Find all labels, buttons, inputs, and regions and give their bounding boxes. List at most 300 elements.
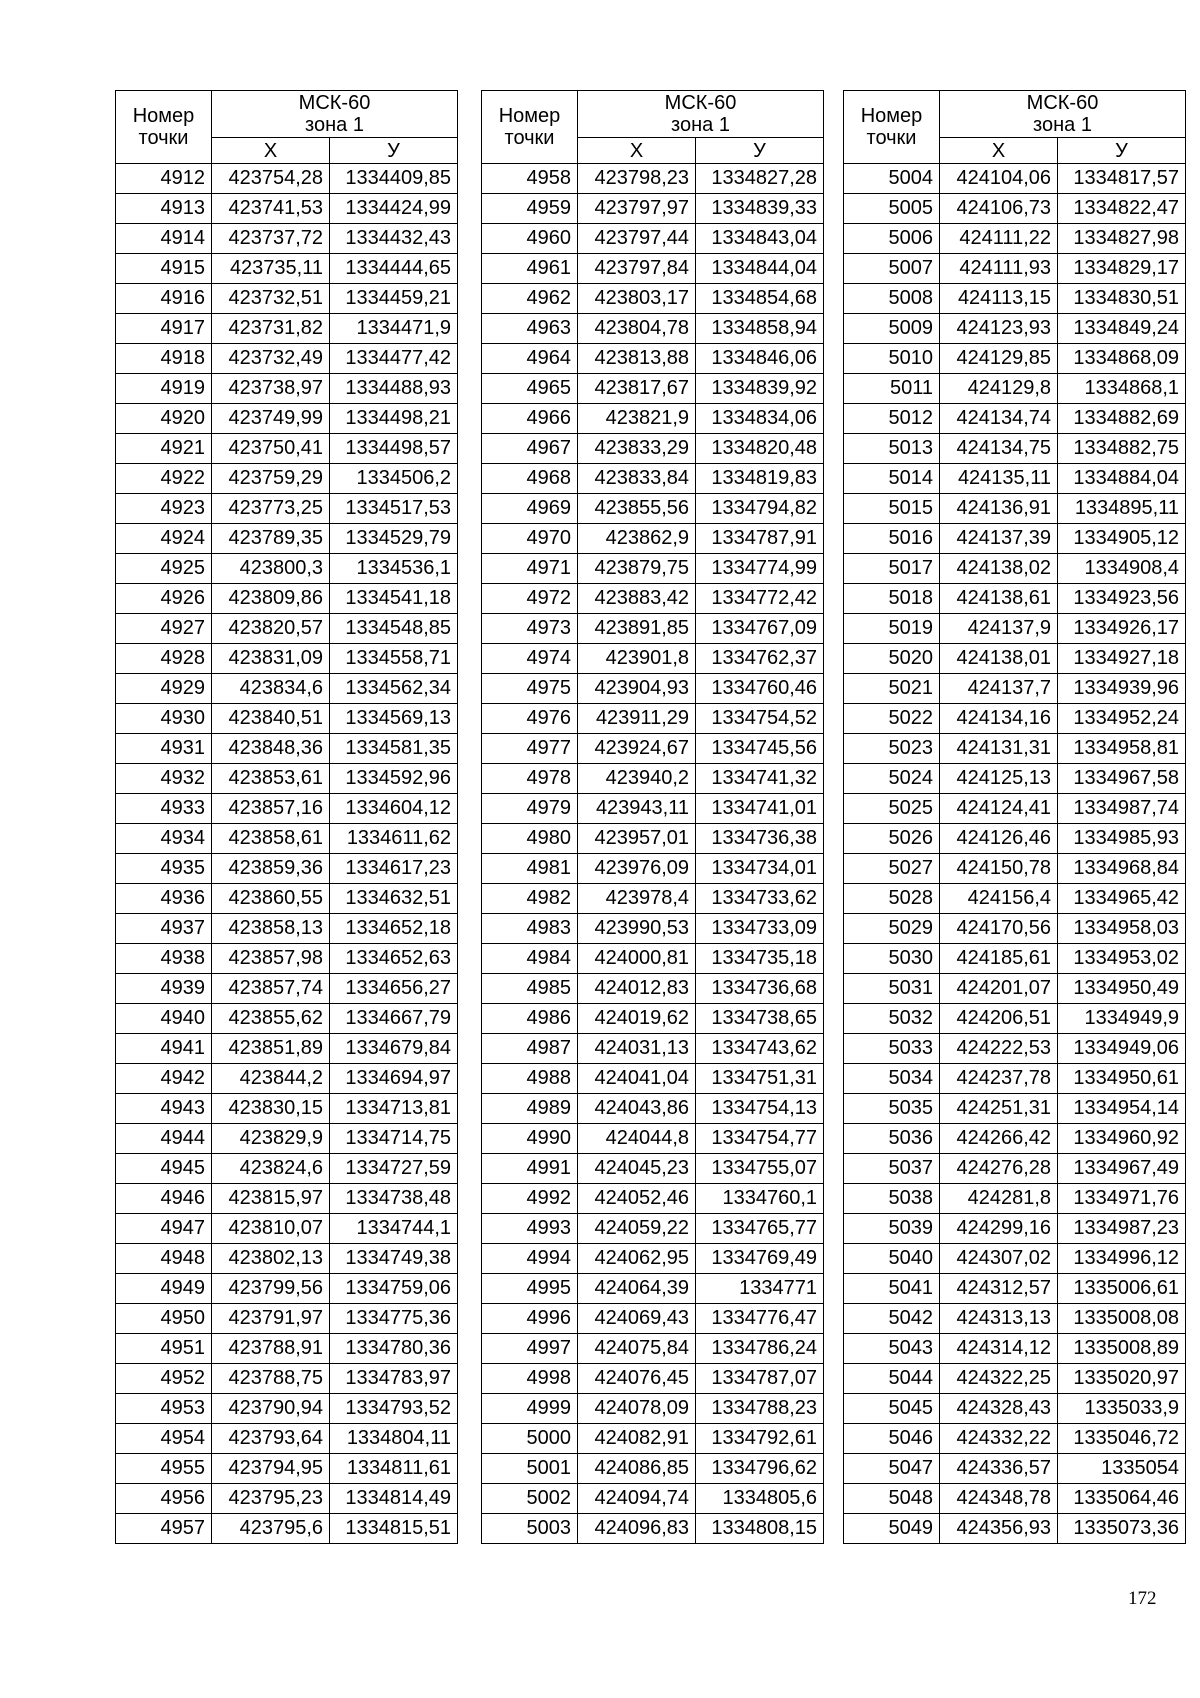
y-coordinate-cell: 1334738,48 <box>330 1184 458 1214</box>
point-number-cell: 5046 <box>844 1424 940 1454</box>
y-coordinate-cell: 1334950,61 <box>1058 1064 1186 1094</box>
y-coordinate-cell: 1334949,9 <box>1058 1004 1186 1034</box>
table-row <box>844 884 1186 914</box>
x-coordinate-cell: 423824,6 <box>212 1154 330 1184</box>
table-row <box>844 434 1186 464</box>
table-row <box>116 1514 458 1544</box>
y-coordinate-cell: 1335033,9 <box>1058 1394 1186 1424</box>
table-row <box>482 314 824 344</box>
y-coordinate-cell: 1334733,62 <box>696 884 824 914</box>
table-row <box>482 524 824 554</box>
x-coordinate-cell: 423789,35 <box>212 524 330 554</box>
point-number-cell: 5007 <box>844 254 940 284</box>
x-coordinate-cell: 424136,91 <box>940 494 1058 524</box>
y-coordinate-cell: 1334694,97 <box>330 1064 458 1094</box>
y-coordinate-cell: 1334776,47 <box>696 1304 824 1334</box>
x-coordinate-cell: 424138,02 <box>940 554 1058 584</box>
y-coordinate-cell: 1334769,49 <box>696 1244 824 1274</box>
x-coordinate-cell: 423793,64 <box>212 1424 330 1454</box>
table-row <box>482 1424 824 1454</box>
point-number-cell: 5012 <box>844 404 940 434</box>
table-row <box>482 464 824 494</box>
x-coordinate-cell: 423788,75 <box>212 1364 330 1394</box>
y-coordinate-cell: 1334844,04 <box>696 254 824 284</box>
y-coordinate-cell: 1334788,23 <box>696 1394 824 1424</box>
table-row <box>844 944 1186 974</box>
point-number-cell: 4941 <box>116 1034 212 1064</box>
x-coordinate-cell: 423943,11 <box>578 794 696 824</box>
y-coordinate-cell: 1334967,49 <box>1058 1154 1186 1184</box>
point-number-cell: 4951 <box>116 1334 212 1364</box>
y-coordinate-cell: 1334787,91 <box>696 524 824 554</box>
x-coordinate-cell: 423773,25 <box>212 494 330 524</box>
y-coordinate-cell: 1334652,18 <box>330 914 458 944</box>
point-number-cell: 4946 <box>116 1184 212 1214</box>
table-row <box>482 644 824 674</box>
x-coordinate-cell: 423798,23 <box>578 164 696 194</box>
point-number-cell: 5030 <box>844 944 940 974</box>
table-row <box>482 764 824 794</box>
table-row <box>116 494 458 524</box>
x-coordinate-cell: 424123,93 <box>940 314 1058 344</box>
point-number-cell: 4920 <box>116 404 212 434</box>
point-number-cell: 5035 <box>844 1094 940 1124</box>
point-number-cell: 5031 <box>844 974 940 1004</box>
x-coordinate-cell: 423802,13 <box>212 1244 330 1274</box>
x-coordinate-cell: 423848,36 <box>212 734 330 764</box>
point-number-cell: 4914 <box>116 224 212 254</box>
table-row <box>482 254 824 284</box>
table-row <box>844 764 1186 794</box>
table-row <box>844 284 1186 314</box>
x-coordinate-cell: 423940,2 <box>578 764 696 794</box>
x-coordinate-cell: 423883,42 <box>578 584 696 614</box>
x-coordinate-cell: 423731,82 <box>212 314 330 344</box>
table-row <box>116 1124 458 1154</box>
y-coordinate-cell: 1334771 <box>696 1274 824 1304</box>
y-coordinate-cell: 1334950,49 <box>1058 974 1186 1004</box>
y-coordinate-cell: 1334459,21 <box>330 284 458 314</box>
table-row <box>482 1484 824 1514</box>
table-row <box>844 794 1186 824</box>
table-row <box>116 1094 458 1124</box>
table-row <box>844 674 1186 704</box>
point-number-cell: 4935 <box>116 854 212 884</box>
y-coordinate-cell: 1334774,99 <box>696 554 824 584</box>
y-coordinate-cell: 1334517,53 <box>330 494 458 524</box>
x-coordinate-cell: 423857,16 <box>212 794 330 824</box>
x-coordinate-cell: 424299,16 <box>940 1214 1058 1244</box>
x-coordinate-cell: 423810,07 <box>212 1214 330 1244</box>
y-coordinate-cell: 1334908,4 <box>1058 554 1186 584</box>
x-coordinate-cell: 423794,95 <box>212 1454 330 1484</box>
x-coordinate-cell: 423858,61 <box>212 824 330 854</box>
table-row <box>844 1484 1186 1514</box>
y-coordinate-cell: 1334506,2 <box>330 464 458 494</box>
point-number-cell: 4977 <box>482 734 578 764</box>
point-number-cell: 4924 <box>116 524 212 554</box>
point-number-cell: 5038 <box>844 1184 940 1214</box>
x-coordinate-cell: 424135,11 <box>940 464 1058 494</box>
table-row <box>116 314 458 344</box>
x-coordinate-cell: 424031,13 <box>578 1034 696 1064</box>
y-coordinate-cell: 1335064,46 <box>1058 1484 1186 1514</box>
x-coordinate-cell: 424045,23 <box>578 1154 696 1184</box>
x-coordinate-cell: 424062,95 <box>578 1244 696 1274</box>
table-row <box>116 1364 458 1394</box>
table-row <box>844 1154 1186 1184</box>
table-row <box>482 674 824 704</box>
y-coordinate-cell: 1334738,65 <box>696 1004 824 1034</box>
table-row <box>844 194 1186 224</box>
table-row <box>116 914 458 944</box>
x-coordinate-cell: 424137,9 <box>940 614 1058 644</box>
y-coordinate-cell: 1334759,06 <box>330 1274 458 1304</box>
y-coordinate-cell: 1334767,09 <box>696 614 824 644</box>
point-number-cell: 5019 <box>844 614 940 644</box>
point-number-cell: 4980 <box>482 824 578 854</box>
table-row <box>116 854 458 884</box>
point-number-cell: 5016 <box>844 524 940 554</box>
table-row <box>116 794 458 824</box>
table-row <box>482 944 824 974</box>
table-row <box>844 644 1186 674</box>
x-coordinate-cell: 424064,39 <box>578 1274 696 1304</box>
y-coordinate-cell: 1334562,34 <box>330 674 458 704</box>
y-coordinate-cell: 1334960,92 <box>1058 1124 1186 1154</box>
table-row <box>844 464 1186 494</box>
x-coordinate-cell: 423833,84 <box>578 464 696 494</box>
table-row <box>482 1514 824 1544</box>
coordinates-table-3 <box>843 90 1186 1544</box>
point-number-cell: 5005 <box>844 194 940 224</box>
point-number-cell: 5003 <box>482 1514 578 1544</box>
x-coordinate-cell: 423800,3 <box>212 554 330 584</box>
table-row <box>844 554 1186 584</box>
table-row <box>116 1484 458 1514</box>
table-row <box>844 824 1186 854</box>
point-number-cell: 4995 <box>482 1274 578 1304</box>
x-coordinate-cell: 423840,51 <box>212 704 330 734</box>
x-coordinate-cell: 424069,43 <box>578 1304 696 1334</box>
x-coordinate-cell: 424332,22 <box>940 1424 1058 1454</box>
point-number-cell: 4969 <box>482 494 578 524</box>
y-coordinate-cell: 1334592,96 <box>330 764 458 794</box>
y-coordinate-cell: 1334820,48 <box>696 434 824 464</box>
table-row <box>844 344 1186 374</box>
table-row <box>482 1244 824 1274</box>
table-row <box>116 974 458 1004</box>
point-number-cell: 4963 <box>482 314 578 344</box>
x-coordinate-cell: 424094,74 <box>578 1484 696 1514</box>
table-row <box>482 554 824 584</box>
table-row <box>844 494 1186 524</box>
y-coordinate-cell: 1334679,84 <box>330 1034 458 1064</box>
page-number: 172 <box>1128 1588 1157 1609</box>
point-number-cell: 4984 <box>482 944 578 974</box>
table-row <box>482 794 824 824</box>
point-number-cell: 5021 <box>844 674 940 704</box>
table-row <box>116 1184 458 1214</box>
y-coordinate-cell: 1334432,43 <box>330 224 458 254</box>
x-coordinate-cell: 424096,83 <box>578 1514 696 1544</box>
point-number-cell: 4988 <box>482 1064 578 1094</box>
y-coordinate-cell: 1334755,07 <box>696 1154 824 1184</box>
x-coordinate-cell: 423754,28 <box>212 164 330 194</box>
table-row <box>844 1004 1186 1034</box>
x-coordinate-cell: 424276,28 <box>940 1154 1058 1184</box>
table-row <box>116 1304 458 1334</box>
table-row <box>482 884 824 914</box>
point-number-header: Номер точки <box>844 91 940 164</box>
y-coordinate-cell: 1334498,57 <box>330 434 458 464</box>
x-coordinate-cell: 423855,62 <box>212 1004 330 1034</box>
y-coordinate-cell: 1334743,62 <box>696 1034 824 1064</box>
table-row <box>116 1424 458 1454</box>
table-row <box>482 974 824 1004</box>
x-coordinate-cell: 423815,97 <box>212 1184 330 1214</box>
table-row <box>844 1304 1186 1334</box>
point-number-cell: 4913 <box>116 194 212 224</box>
table-row <box>844 1334 1186 1364</box>
point-number-cell: 4956 <box>116 1484 212 1514</box>
x-coordinate-cell: 424059,22 <box>578 1214 696 1244</box>
y-coordinate-cell: 1334581,35 <box>330 734 458 764</box>
x-coordinate-cell: 423732,49 <box>212 344 330 374</box>
y-coordinate-cell: 1335054 <box>1058 1454 1186 1484</box>
point-number-cell: 4965 <box>482 374 578 404</box>
point-number-cell: 4998 <box>482 1364 578 1394</box>
x-coordinate-cell: 424201,07 <box>940 974 1058 1004</box>
x-coordinate-cell: 423831,09 <box>212 644 330 674</box>
point-number-cell: 4945 <box>116 1154 212 1184</box>
table-row <box>116 1274 458 1304</box>
point-number-header: Номер точки <box>116 91 212 164</box>
table-row <box>844 704 1186 734</box>
point-number-cell: 5008 <box>844 284 940 314</box>
point-number-cell: 4940 <box>116 1004 212 1034</box>
y-coordinate-cell: 1334444,65 <box>330 254 458 284</box>
table-row <box>116 254 458 284</box>
x-coordinate-cell: 424104,06 <box>940 164 1058 194</box>
y-coordinate-cell: 1335008,08 <box>1058 1304 1186 1334</box>
table-row <box>116 764 458 794</box>
point-number-cell: 4972 <box>482 584 578 614</box>
point-number-cell: 4919 <box>116 374 212 404</box>
y-coordinate-cell: 1334958,81 <box>1058 734 1186 764</box>
table-row <box>844 374 1186 404</box>
y-coordinate-cell: 1334744,1 <box>330 1214 458 1244</box>
table-row <box>116 1394 458 1424</box>
point-number-cell: 5040 <box>844 1244 940 1274</box>
x-coordinate-cell: 424137,7 <box>940 674 1058 704</box>
point-number-cell: 4949 <box>116 1274 212 1304</box>
point-number-cell: 5027 <box>844 854 940 884</box>
point-number-cell: 4996 <box>482 1304 578 1334</box>
y-coordinate-cell: 1334811,61 <box>330 1454 458 1484</box>
point-number-cell: 5004 <box>844 164 940 194</box>
x-column-header: Х <box>940 138 1058 164</box>
x-coordinate-cell: 423809,86 <box>212 584 330 614</box>
x-coordinate-cell: 423750,41 <box>212 434 330 464</box>
point-number-cell: 5009 <box>844 314 940 344</box>
point-number-cell: 4937 <box>116 914 212 944</box>
table-row <box>482 1274 824 1304</box>
x-coordinate-cell: 423749,99 <box>212 404 330 434</box>
table-row <box>844 854 1186 884</box>
x-coordinate-cell: 423797,97 <box>578 194 696 224</box>
point-number-cell: 4962 <box>482 284 578 314</box>
point-number-cell: 4952 <box>116 1364 212 1394</box>
table-row <box>116 1454 458 1484</box>
table-row <box>482 1034 824 1064</box>
point-number-cell: 4976 <box>482 704 578 734</box>
table-row <box>116 1154 458 1184</box>
table-row <box>482 1334 824 1364</box>
point-number-cell: 4959 <box>482 194 578 224</box>
table-row <box>116 584 458 614</box>
point-number-cell: 4954 <box>116 1424 212 1454</box>
table-row <box>116 164 458 194</box>
y-coordinate-cell: 1334735,18 <box>696 944 824 974</box>
table-row <box>844 224 1186 254</box>
x-coordinate-cell: 423904,93 <box>578 674 696 704</box>
point-number-cell: 4918 <box>116 344 212 374</box>
point-number-cell: 4968 <box>482 464 578 494</box>
x-coordinate-cell: 424206,51 <box>940 1004 1058 1034</box>
x-coordinate-cell: 424134,16 <box>940 704 1058 734</box>
x-coordinate-cell: 423855,56 <box>578 494 696 524</box>
table-row <box>844 1394 1186 1424</box>
point-number-cell: 5037 <box>844 1154 940 1184</box>
x-coordinate-cell: 423978,4 <box>578 884 696 914</box>
point-number-cell: 4966 <box>482 404 578 434</box>
x-coordinate-cell: 424052,46 <box>578 1184 696 1214</box>
table-row <box>116 1214 458 1244</box>
y-coordinate-cell: 1334985,93 <box>1058 824 1186 854</box>
point-number-cell: 4964 <box>482 344 578 374</box>
table-row <box>482 1184 824 1214</box>
table-row <box>116 614 458 644</box>
point-number-cell: 5036 <box>844 1124 940 1154</box>
point-number-cell: 4917 <box>116 314 212 344</box>
point-number-cell: 4987 <box>482 1034 578 1064</box>
table-row <box>116 944 458 974</box>
point-number-cell: 5043 <box>844 1334 940 1364</box>
point-number-cell: 4953 <box>116 1394 212 1424</box>
y-coordinate-cell: 1334471,9 <box>330 314 458 344</box>
table-row <box>482 584 824 614</box>
x-coordinate-cell: 423788,91 <box>212 1334 330 1364</box>
y-coordinate-cell: 1334895,11 <box>1058 494 1186 524</box>
table-row <box>482 734 824 764</box>
y-coordinate-cell: 1334804,11 <box>330 1424 458 1454</box>
y-coordinate-cell: 1335073,36 <box>1058 1514 1186 1544</box>
y-coordinate-cell: 1334558,71 <box>330 644 458 674</box>
table-row <box>844 1454 1186 1484</box>
x-coordinate-cell: 423911,29 <box>578 704 696 734</box>
table-row <box>116 404 458 434</box>
point-number-cell: 4923 <box>116 494 212 524</box>
point-number-cell: 4989 <box>482 1094 578 1124</box>
y-coordinate-cell: 1334760,46 <box>696 674 824 704</box>
table-row <box>844 1184 1186 1214</box>
point-number-cell: 4936 <box>116 884 212 914</box>
x-coordinate-cell: 423924,67 <box>578 734 696 764</box>
table-row <box>116 824 458 854</box>
y-coordinate-cell: 1334793,52 <box>330 1394 458 1424</box>
x-coordinate-cell: 424078,09 <box>578 1394 696 1424</box>
x-coordinate-cell: 423879,75 <box>578 554 696 584</box>
point-number-cell: 4993 <box>482 1214 578 1244</box>
y-coordinate-cell: 1334987,74 <box>1058 794 1186 824</box>
y-coordinate-cell: 1334754,52 <box>696 704 824 734</box>
x-coordinate-cell: 424019,62 <box>578 1004 696 1034</box>
y-coordinate-cell: 1334958,03 <box>1058 914 1186 944</box>
table-row <box>482 404 824 434</box>
x-coordinate-cell: 423759,29 <box>212 464 330 494</box>
point-number-cell: 4970 <box>482 524 578 554</box>
point-number-cell: 4944 <box>116 1124 212 1154</box>
y-coordinate-cell: 1334751,31 <box>696 1064 824 1094</box>
point-number-cell: 5014 <box>844 464 940 494</box>
y-coordinate-cell: 1334409,85 <box>330 164 458 194</box>
y-coordinate-cell: 1334805,6 <box>696 1484 824 1514</box>
y-coordinate-cell: 1334954,14 <box>1058 1094 1186 1124</box>
y-coordinate-cell: 1334617,23 <box>330 854 458 884</box>
x-coordinate-cell: 423795,23 <box>212 1484 330 1514</box>
y-coordinate-cell: 1334741,32 <box>696 764 824 794</box>
y-coordinate-cell: 1334536,1 <box>330 554 458 584</box>
table-row <box>482 434 824 464</box>
y-coordinate-cell: 1334949,06 <box>1058 1034 1186 1064</box>
table-row <box>482 1394 824 1424</box>
y-coordinate-cell: 1334772,42 <box>696 584 824 614</box>
table-row <box>116 434 458 464</box>
point-number-cell: 5026 <box>844 824 940 854</box>
table-row <box>844 1034 1186 1064</box>
y-coordinate-cell: 1334656,27 <box>330 974 458 1004</box>
x-coordinate-cell: 423859,36 <box>212 854 330 884</box>
table-row <box>482 374 824 404</box>
x-coordinate-cell: 423834,6 <box>212 674 330 704</box>
point-number-cell: 5001 <box>482 1454 578 1484</box>
table-row <box>116 374 458 404</box>
table-row <box>116 644 458 674</box>
table-row <box>844 164 1186 194</box>
coordinate-system-header: МСК-60 зона 1 <box>940 91 1186 138</box>
point-number-cell: 4997 <box>482 1334 578 1364</box>
point-number-cell: 4928 <box>116 644 212 674</box>
y-coordinate-cell: 1334727,59 <box>330 1154 458 1184</box>
x-coordinate-cell: 423813,88 <box>578 344 696 374</box>
table-row <box>844 734 1186 764</box>
y-coordinate-cell: 1334829,17 <box>1058 254 1186 284</box>
point-number-cell: 4985 <box>482 974 578 1004</box>
y-coordinate-cell: 1334996,12 <box>1058 1244 1186 1274</box>
point-number-cell: 5047 <box>844 1454 940 1484</box>
y-coordinate-cell: 1334926,17 <box>1058 614 1186 644</box>
point-number-cell: 5023 <box>844 734 940 764</box>
y-coordinate-cell: 1334868,1 <box>1058 374 1186 404</box>
table-row <box>482 914 824 944</box>
point-number-cell: 4958 <box>482 164 578 194</box>
coordinate-system-header: МСК-60 зона 1 <box>578 91 824 138</box>
y-coordinate-cell: 1334754,77 <box>696 1124 824 1154</box>
table-row <box>482 1454 824 1484</box>
point-number-cell: 5022 <box>844 704 940 734</box>
y-column-header: У <box>330 138 458 164</box>
